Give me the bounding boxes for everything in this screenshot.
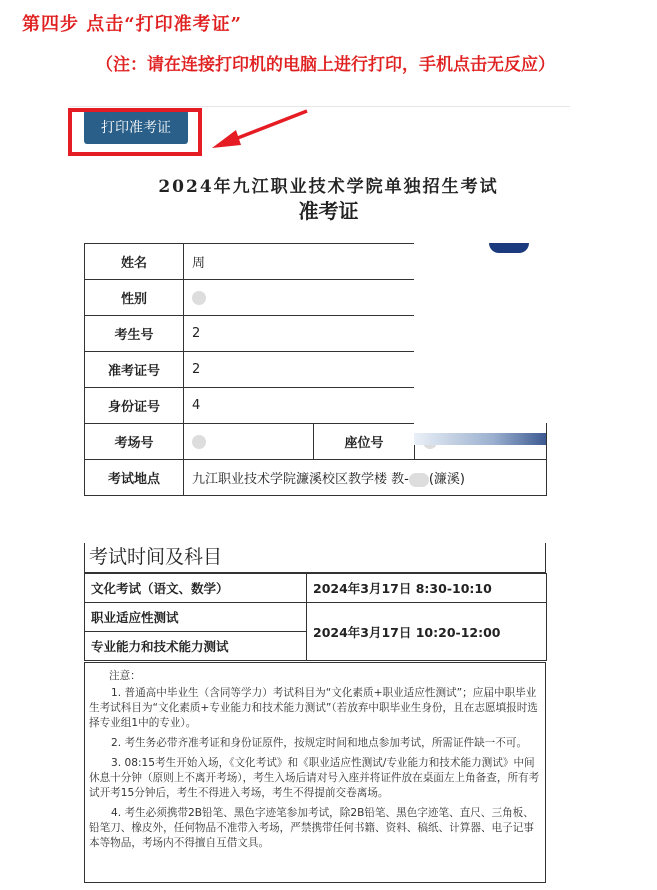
note-item: 3. 08:15考生开始入场，《文化考试》和《职业适应性测试/专业能力和技术能力测试》中间休息十分钟（原则上不离开考场），考生入场后请对号入座并将证件放在桌面左上角备查，所有考试开考15分钟后，考生不得进入考场，考生不得提前交卷离场。 [89,757,540,799]
document-subtitle: 准考证 [298,199,359,223]
location-text: 九江职业技术学院濂溪校区教学楼 教- [192,472,409,487]
photo-shoulder [414,433,546,445]
table-row [85,460,547,496]
notes-title: 注意： [109,670,141,682]
document-title: 2024年九江职业技术学院单独招生考试 [158,177,499,197]
ticket-no-label: 准考证号 [85,352,184,388]
subject-cell: 文化考试（语文、数学） [85,574,307,603]
time-cell: 2024年3月17日 8:30-10:10 [307,574,547,603]
exam-no-value: 2 [184,316,415,352]
schedule-heading: 考试时间及科目 [84,543,546,573]
notes-box [84,662,546,883]
id-value: 4 [184,388,415,424]
table-row [85,603,547,632]
name-value: 周 [184,244,415,280]
location-value [184,460,547,496]
redacted-mark [409,473,429,487]
schedule-table [84,573,547,661]
table-row [85,574,547,603]
ticket-no-value: 2 [184,352,415,388]
note-item: 1. 普通高中毕业生（含同等学力）考试科目为“文化素质+职业适应性测试”；应届中职毕业生考试科目为“文化素质+专业能力和技术能力测试”（若放弃中职毕业生身份，且在志愿填报时选择专业组1中的专业）。 [89,687,538,729]
subject-cell: 专业能力和技术能力测试 [85,632,307,661]
note-item: 2. 考生务必带齐准考证和身份证原件，按规定时间和地点参加考试，所需证件缺一不可。 [111,737,528,749]
note-item: 4. 考生必须携带2B铅笔、黑色字迹笔参加考试，除2B铅笔、黑色字迹笔、直尺、三角板、铅笔刀、橡皮外，任何物品不准带入考场，严禁携带任何书籍、资料、稿纸、计算器、电子记事本等物品，考场内不得擅自互借文具。 [89,807,534,849]
photo-hair [489,243,529,253]
redacted-mark [192,435,206,449]
room-value [184,424,314,460]
gender-label: 性别 [85,280,184,316]
highlight-box [68,108,202,156]
exam-no-label: 考生号 [85,316,184,352]
gender-value [184,280,415,316]
time-cell: 2024年3月17日 10:20-12:00 [307,603,547,661]
seat-label: 座位号 [314,424,414,460]
print-ticket-button[interactable]: 打印准考证 [84,110,188,144]
subject-cell: 职业适应性测试 [85,603,307,632]
red-arrow-icon [210,108,310,150]
id-label: 身份证号 [85,388,184,424]
candidate-photo [414,243,546,445]
room-label: 考场号 [85,424,184,460]
toolbar-divider [70,106,570,107]
redacted-mark [192,291,206,305]
location-suffix: (濂溪) [428,472,465,487]
step-note: （注：请在连接打印机的电脑上进行打印，手机点击无反应） [96,55,555,75]
location-label: 考试地点 [85,460,184,496]
name-label: 姓名 [85,244,184,280]
step-title: 第四步 点击“打印准考证” [22,14,242,35]
